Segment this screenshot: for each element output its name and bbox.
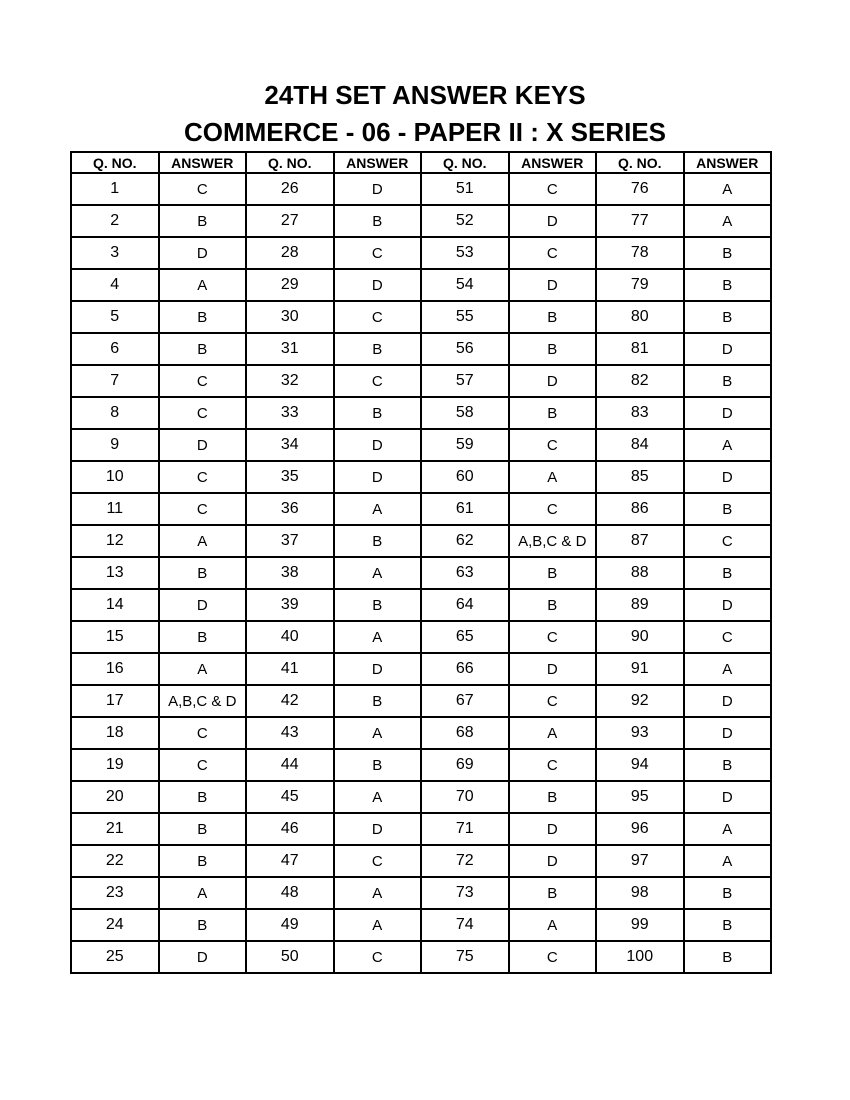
answer-cell: C: [334, 365, 422, 397]
question-number-cell: 14: [71, 589, 159, 621]
page-title: 24TH SET ANSWER KEYS: [264, 80, 586, 110]
question-number-cell: 51: [421, 173, 509, 205]
table-row: [71, 493, 771, 525]
answer-cell: C: [159, 173, 247, 205]
answer-cell: A: [334, 493, 422, 525]
answer-cell: D: [509, 653, 597, 685]
question-number-cell: 52: [421, 205, 509, 237]
question-number-cell: 79: [596, 269, 684, 301]
answer-cell: C: [159, 461, 247, 493]
question-number-cell: 49: [246, 909, 334, 941]
question-number-cell: 94: [596, 749, 684, 781]
question-number-cell: 4: [71, 269, 159, 301]
question-number-cell: 75: [421, 941, 509, 973]
question-number-cell: 58: [421, 397, 509, 429]
question-number-cell: 91: [596, 653, 684, 685]
answer-cell: B: [509, 589, 597, 621]
question-number-cell: 64: [421, 589, 509, 621]
table-row: [71, 461, 771, 493]
table-row: [71, 173, 771, 205]
answer-cell: B: [509, 781, 597, 813]
question-number-cell: 56: [421, 333, 509, 365]
column-header-qno: Q. NO.: [71, 152, 159, 173]
answer-cell: B: [334, 589, 422, 621]
question-number-cell: 40: [246, 621, 334, 653]
answer-cell: B: [684, 493, 772, 525]
answer-cell: D: [684, 717, 772, 749]
question-number-cell: 43: [246, 717, 334, 749]
answer-cell: A: [334, 717, 422, 749]
question-number-cell: 22: [71, 845, 159, 877]
column-header-qno: Q. NO.: [246, 152, 334, 173]
question-number-cell: 8: [71, 397, 159, 429]
answer-cell: D: [684, 685, 772, 717]
question-number-cell: 17: [71, 685, 159, 717]
table-row: [71, 877, 771, 909]
table-row: [71, 749, 771, 781]
answer-cell: D: [159, 941, 247, 973]
answer-cell: A: [684, 845, 772, 877]
answer-cell: B: [159, 621, 247, 653]
answer-cell: D: [159, 589, 247, 621]
answer-cell: D: [509, 813, 597, 845]
question-number-cell: 5: [71, 301, 159, 333]
question-number-cell: 89: [596, 589, 684, 621]
answer-cell: C: [159, 749, 247, 781]
question-number-cell: 39: [246, 589, 334, 621]
answer-cell: A: [509, 717, 597, 749]
answer-cell: C: [159, 493, 247, 525]
answer-cell: A: [684, 653, 772, 685]
question-number-cell: 74: [421, 909, 509, 941]
question-number-cell: 66: [421, 653, 509, 685]
table-row: [71, 813, 771, 845]
question-number-cell: 98: [596, 877, 684, 909]
answer-cell: B: [159, 301, 247, 333]
answer-cell: D: [334, 269, 422, 301]
answer-cell: B: [684, 237, 772, 269]
question-number-cell: 92: [596, 685, 684, 717]
answer-cell: D: [509, 845, 597, 877]
answer-cell: A: [159, 525, 247, 557]
question-number-cell: 18: [71, 717, 159, 749]
question-number-cell: 24: [71, 909, 159, 941]
question-number-cell: 82: [596, 365, 684, 397]
answer-cell: A: [159, 653, 247, 685]
answer-cell: D: [334, 429, 422, 461]
question-number-cell: 13: [71, 557, 159, 589]
answer-cell: C: [334, 301, 422, 333]
answer-cell: A: [334, 781, 422, 813]
answer-cell: B: [509, 301, 597, 333]
question-number-cell: 54: [421, 269, 509, 301]
question-number-cell: 27: [246, 205, 334, 237]
answer-cell: B: [334, 749, 422, 781]
table-row: [71, 685, 771, 717]
answer-cell: B: [334, 205, 422, 237]
answer-cell: D: [334, 461, 422, 493]
answer-cell: D: [334, 173, 422, 205]
question-number-cell: 6: [71, 333, 159, 365]
question-number-cell: 93: [596, 717, 684, 749]
question-number-cell: 10: [71, 461, 159, 493]
answer-cell: C: [334, 237, 422, 269]
answer-cell: B: [334, 333, 422, 365]
question-number-cell: 26: [246, 173, 334, 205]
table-row: [71, 237, 771, 269]
question-number-cell: 61: [421, 493, 509, 525]
table-header: [71, 152, 771, 173]
answer-cell: B: [334, 397, 422, 429]
column-header-answer: ANSWER: [159, 152, 247, 173]
answer-cell: C: [159, 397, 247, 429]
answer-cell: B: [684, 269, 772, 301]
question-number-cell: 25: [71, 941, 159, 973]
question-number-cell: 83: [596, 397, 684, 429]
table-row: [71, 525, 771, 557]
table-row: [71, 845, 771, 877]
column-header-answer: ANSWER: [334, 152, 422, 173]
question-number-cell: 30: [246, 301, 334, 333]
answer-cell: B: [159, 205, 247, 237]
table-row: [71, 717, 771, 749]
question-number-cell: 48: [246, 877, 334, 909]
question-number-cell: 44: [246, 749, 334, 781]
question-number-cell: 9: [71, 429, 159, 461]
answer-cell: C: [509, 237, 597, 269]
table-row: [71, 589, 771, 621]
question-number-cell: 34: [246, 429, 334, 461]
question-number-cell: 31: [246, 333, 334, 365]
question-number-cell: 33: [246, 397, 334, 429]
answer-cell: A: [159, 877, 247, 909]
question-number-cell: 73: [421, 877, 509, 909]
answer-cell: D: [684, 333, 772, 365]
question-number-cell: 29: [246, 269, 334, 301]
answer-cell: A,B,C & D: [509, 525, 597, 557]
answer-cell: B: [159, 845, 247, 877]
question-number-cell: 59: [421, 429, 509, 461]
question-number-cell: 15: [71, 621, 159, 653]
answer-cell: C: [509, 429, 597, 461]
question-number-cell: 32: [246, 365, 334, 397]
answer-cell: C: [509, 173, 597, 205]
question-number-cell: 100: [596, 941, 684, 973]
question-number-cell: 19: [71, 749, 159, 781]
answer-cell: B: [334, 525, 422, 557]
question-number-cell: 97: [596, 845, 684, 877]
question-number-cell: 60: [421, 461, 509, 493]
page-subtitle: COMMERCE - 06 - PAPER II : X SERIES: [183, 117, 667, 147]
answer-cell: D: [684, 461, 772, 493]
answer-cell: D: [684, 589, 772, 621]
answer-cell: D: [334, 813, 422, 845]
question-number-cell: 53: [421, 237, 509, 269]
question-number-cell: 86: [596, 493, 684, 525]
answer-cell: D: [159, 429, 247, 461]
table-row: [71, 269, 771, 301]
table-row: [71, 653, 771, 685]
answer-cell: B: [159, 333, 247, 365]
question-number-cell: 11: [71, 493, 159, 525]
question-number-cell: 7: [71, 365, 159, 397]
question-number-cell: 36: [246, 493, 334, 525]
table-row: [71, 941, 771, 973]
question-number-cell: 23: [71, 877, 159, 909]
answer-cell: B: [509, 333, 597, 365]
answer-cell: B: [684, 365, 772, 397]
table-row: [71, 205, 771, 237]
answer-cell: C: [509, 685, 597, 717]
answer-cell: A: [509, 461, 597, 493]
question-number-cell: 84: [596, 429, 684, 461]
question-number-cell: 3: [71, 237, 159, 269]
answer-cell: A: [159, 269, 247, 301]
answer-cell: C: [684, 621, 772, 653]
question-number-cell: 47: [246, 845, 334, 877]
question-number-cell: 41: [246, 653, 334, 685]
answer-cell: B: [159, 909, 247, 941]
question-number-cell: 70: [421, 781, 509, 813]
column-header-answer: ANSWER: [684, 152, 772, 173]
column-header-qno: Q. NO.: [596, 152, 684, 173]
question-number-cell: 99: [596, 909, 684, 941]
answer-cell: D: [334, 653, 422, 685]
table-row: [71, 365, 771, 397]
header-row: [71, 152, 771, 173]
question-number-cell: 38: [246, 557, 334, 589]
question-number-cell: 88: [596, 557, 684, 589]
answer-cell: A,B,C & D: [159, 685, 247, 717]
answer-cell: C: [684, 525, 772, 557]
answer-cell: B: [509, 877, 597, 909]
column-header-answer: ANSWER: [509, 152, 597, 173]
question-number-cell: 65: [421, 621, 509, 653]
question-number-cell: 90: [596, 621, 684, 653]
table-body: [71, 173, 771, 973]
answer-cell: D: [684, 397, 772, 429]
answer-cell: C: [334, 941, 422, 973]
table-row: [71, 301, 771, 333]
question-number-cell: 57: [421, 365, 509, 397]
answer-cell: B: [684, 301, 772, 333]
question-number-cell: 45: [246, 781, 334, 813]
answer-cell: D: [509, 269, 597, 301]
question-number-cell: 63: [421, 557, 509, 589]
table-row: [71, 429, 771, 461]
table-row: [71, 909, 771, 941]
question-number-cell: 2: [71, 205, 159, 237]
table-row: [71, 333, 771, 365]
answer-cell: A: [684, 205, 772, 237]
question-number-cell: 16: [71, 653, 159, 685]
answer-key-table: [70, 151, 772, 974]
answer-cell: B: [684, 941, 772, 973]
answer-cell: C: [509, 941, 597, 973]
answer-cell: D: [509, 205, 597, 237]
answer-cell: A: [334, 621, 422, 653]
answer-cell: B: [159, 557, 247, 589]
question-number-cell: 76: [596, 173, 684, 205]
answer-cell: D: [159, 237, 247, 269]
answer-cell: A: [684, 429, 772, 461]
question-number-cell: 42: [246, 685, 334, 717]
question-number-cell: 37: [246, 525, 334, 557]
answer-cell: B: [159, 813, 247, 845]
question-number-cell: 87: [596, 525, 684, 557]
question-number-cell: 80: [596, 301, 684, 333]
answer-cell: B: [509, 557, 597, 589]
question-number-cell: 62: [421, 525, 509, 557]
question-number-cell: 71: [421, 813, 509, 845]
answer-cell: A: [334, 909, 422, 941]
question-number-cell: 81: [596, 333, 684, 365]
question-number-cell: 50: [246, 941, 334, 973]
answer-cell: C: [159, 717, 247, 749]
question-number-cell: 95: [596, 781, 684, 813]
answer-cell: B: [334, 685, 422, 717]
answer-cell: C: [509, 749, 597, 781]
question-number-cell: 96: [596, 813, 684, 845]
question-number-cell: 55: [421, 301, 509, 333]
answer-cell: A: [334, 877, 422, 909]
question-number-cell: 1: [71, 173, 159, 205]
table-row: [71, 781, 771, 813]
question-number-cell: 72: [421, 845, 509, 877]
answer-cell: A: [334, 557, 422, 589]
answer-cell: D: [684, 781, 772, 813]
question-number-cell: 67: [421, 685, 509, 717]
question-number-cell: 20: [71, 781, 159, 813]
column-header-qno: Q. NO.: [421, 152, 509, 173]
question-number-cell: 35: [246, 461, 334, 493]
answer-cell: A: [509, 909, 597, 941]
answer-cell: A: [684, 813, 772, 845]
question-number-cell: 12: [71, 525, 159, 557]
answer-cell: A: [684, 173, 772, 205]
question-number-cell: 85: [596, 461, 684, 493]
answer-cell: B: [159, 781, 247, 813]
answer-cell: D: [509, 365, 597, 397]
answer-cell: B: [509, 397, 597, 429]
question-number-cell: 68: [421, 717, 509, 749]
question-number-cell: 46: [246, 813, 334, 845]
answer-cell: B: [684, 877, 772, 909]
answer-cell: B: [684, 909, 772, 941]
answer-cell: B: [684, 749, 772, 781]
answer-cell: C: [334, 845, 422, 877]
table-row: [71, 557, 771, 589]
question-number-cell: 78: [596, 237, 684, 269]
table-row: [71, 621, 771, 653]
answer-cell: C: [159, 365, 247, 397]
question-number-cell: 69: [421, 749, 509, 781]
question-number-cell: 28: [246, 237, 334, 269]
table-row: [71, 397, 771, 429]
question-number-cell: 77: [596, 205, 684, 237]
answer-cell: B: [684, 557, 772, 589]
answer-cell: C: [509, 621, 597, 653]
question-number-cell: 21: [71, 813, 159, 845]
answer-cell: C: [509, 493, 597, 525]
